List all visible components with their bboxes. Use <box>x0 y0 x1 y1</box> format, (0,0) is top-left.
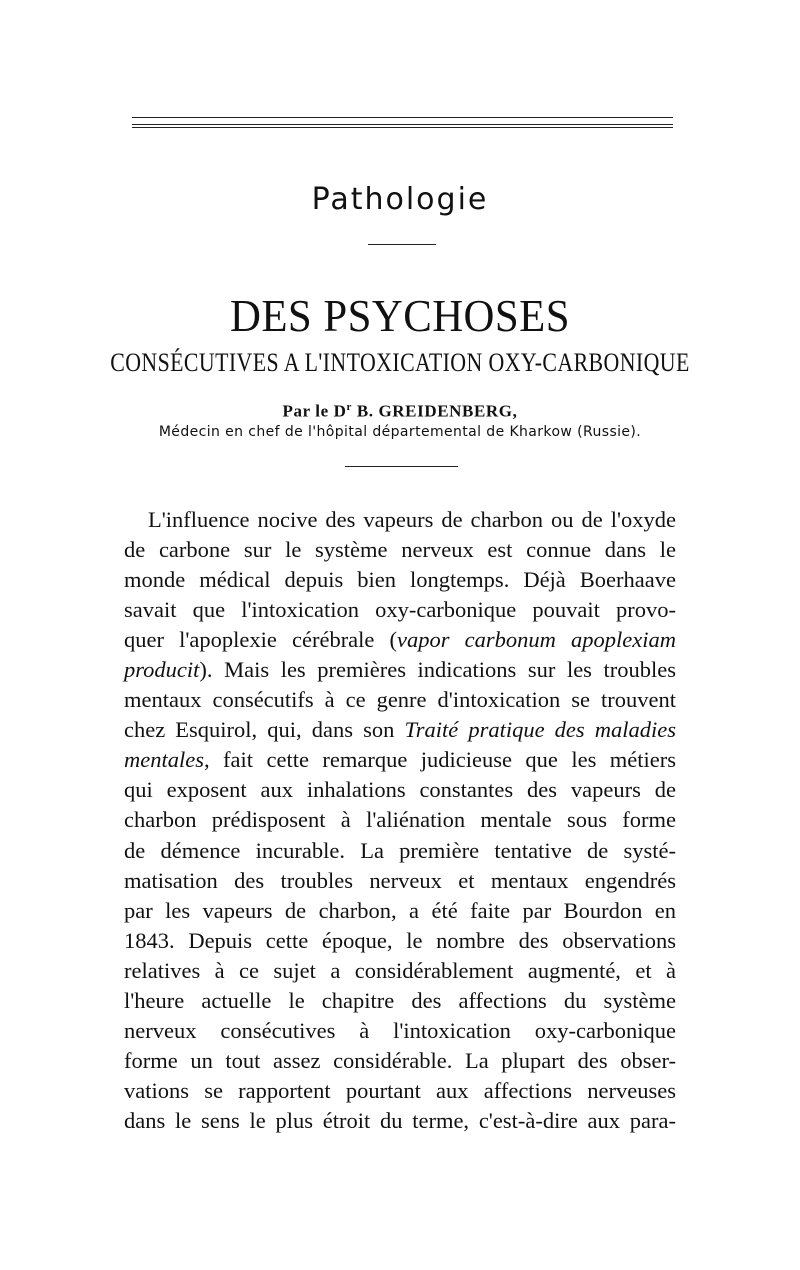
top-rule <box>132 127 673 128</box>
section-heading: Pathologie <box>311 182 489 217</box>
latin-quote: vapor carbonum apoplexiam <box>397 627 676 653</box>
body-line <box>124 625 676 655</box>
author-affiliation: Médecin en chef de l'hôpital départemental de Kharkow (Russie). <box>158 424 642 440</box>
author-line <box>0 396 800 423</box>
body-line: relatives à ce sujet a considérablement augmenté, et à <box>124 957 676 983</box>
top-rule <box>132 117 673 118</box>
body-text: chez Esquirol, qui, dans son <box>124 717 405 743</box>
body-line: vations se rapportent pourtant aux affections nerveuses <box>124 1077 676 1103</box>
body-line: L'influence nocive des vapeurs de charbon ou de l'oxyde <box>148 507 676 532</box>
body-line: forme un tout assez considérable. La plupart des obser- <box>124 1047 676 1073</box>
author-name: B. GREIDENBERG, <box>351 401 518 421</box>
body-line: 1843. Depuis cette époque, le nombre des observations <box>124 927 676 953</box>
author-title-sup: r <box>346 401 352 413</box>
body-line: par les vapeurs de charbon, a été faite par Bourdon en <box>124 897 676 923</box>
article-subtitle: CONSÉCUTIVES A L'INTOXICATION OXY-CARBONIQUE <box>110 348 690 377</box>
divider <box>345 466 458 467</box>
body-text: quer l'apoplexie cérébrale ( <box>124 627 398 653</box>
body-line: dans le sens le plus étroit du terme, c'est-à-dire aux para- <box>124 1107 676 1133</box>
author-prefix: Par le D <box>282 401 347 421</box>
book-title: mentales <box>124 747 204 773</box>
body-line: de carbone sur le système nerveux est connue dans le <box>124 537 676 563</box>
body-text: , fait cette remarque judicieuse que les métiers <box>203 747 676 773</box>
body-line <box>124 715 676 745</box>
body-line <box>124 655 676 685</box>
body-line: l'heure actuelle le chapitre des affections du système <box>124 987 676 1013</box>
body-line: nerveux consécutives à l'intoxication oxy-carbonique <box>124 1017 676 1043</box>
body-line: mentaux consécutifs à ce genre d'intoxication se trouvent <box>124 687 676 713</box>
divider <box>368 244 436 245</box>
article-title: DES PSYCHOSES <box>229 290 571 341</box>
book-title: Traité pratique des maladies <box>404 717 676 743</box>
body-line: qui exposent aux inhalations constantes des vapeurs de <box>124 777 676 803</box>
article-body <box>124 505 676 1136</box>
body-line: monde médical depuis bien longtemps. Déjà Boerhaave <box>124 567 676 593</box>
body-line: charbon prédisposent à l'aliénation mentale sous forme <box>124 807 676 833</box>
body-line: savait que l'intoxication oxy-carbonique pouvait provo- <box>124 597 676 623</box>
body-text: ). Mais les premières indications sur les troubles <box>199 657 676 683</box>
latin-quote: producit <box>124 657 200 683</box>
body-line: de démence incurable. La première tentative de systé- <box>124 837 676 863</box>
top-rule <box>132 124 673 125</box>
body-line: matisation des troubles nerveux et mentaux engendrés <box>124 867 676 893</box>
body-line <box>124 745 676 775</box>
